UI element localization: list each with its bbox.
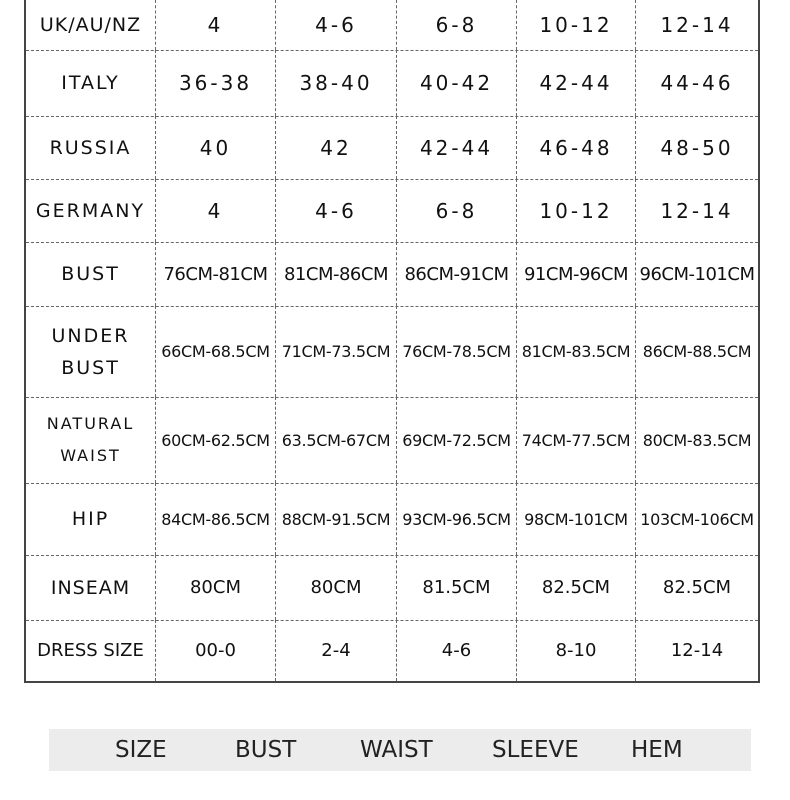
table-row bbox=[26, 397, 758, 484]
table-cell: 81CM-86CM bbox=[276, 242, 397, 306]
table-row bbox=[26, 116, 758, 180]
table-cell: 12-14 bbox=[660, 198, 734, 223]
table-cell: 82.5CM bbox=[662, 577, 732, 598]
header-hem: HEM bbox=[631, 737, 683, 763]
table-cell: 40-42 bbox=[397, 50, 517, 116]
table-cell: 66CM-68.5CM bbox=[156, 306, 276, 397]
table-cell: 8-10 bbox=[517, 620, 636, 681]
table-cell: 4 bbox=[156, 0, 276, 50]
row-label-germany: GERMANY bbox=[26, 179, 156, 242]
table-cell: 82.5CM bbox=[517, 555, 636, 620]
row-label-russia: RUSSIA bbox=[26, 116, 156, 179]
table-cell: 00-0 bbox=[156, 620, 276, 681]
row-label-bust: BUST bbox=[26, 242, 156, 306]
table-row bbox=[26, 483, 758, 556]
table-cell: 48-50 bbox=[660, 135, 734, 160]
header-waist: WAIST bbox=[360, 737, 433, 763]
table-cell: 80CM-83.5CM bbox=[642, 430, 752, 450]
table-cell: 42 bbox=[276, 116, 397, 179]
table-cell: 12-14 bbox=[660, 13, 734, 37]
table-cell: 86CM-91CM bbox=[397, 242, 517, 306]
table-cell: 4-6 bbox=[397, 620, 517, 681]
table-row bbox=[26, 620, 758, 681]
table-row bbox=[26, 179, 758, 243]
table-cell: 76CM-78.5CM bbox=[397, 306, 517, 397]
measurement-header-bar bbox=[49, 729, 751, 771]
row-label-hip: HIP bbox=[26, 483, 156, 555]
row-label-under-bust: UNDER BUST bbox=[26, 306, 156, 397]
table-row bbox=[26, 555, 758, 621]
table-cell: 4 bbox=[156, 179, 276, 242]
table-cell: 42-44 bbox=[397, 116, 517, 179]
table-cell: 84CM-86.5CM bbox=[156, 483, 276, 555]
table-cell: 38-40 bbox=[276, 50, 397, 116]
table-row bbox=[26, 306, 758, 398]
table-cell: 12-14 bbox=[670, 640, 724, 661]
header-sleeve: SLEEVE bbox=[492, 737, 579, 763]
row-label-inseam: INSEAM bbox=[26, 555, 156, 620]
table-cell: 86CM-88.5CM bbox=[642, 342, 752, 361]
table-cell: 91CM-96CM bbox=[517, 242, 636, 306]
table-cell: 71CM-73.5CM bbox=[276, 306, 397, 397]
row-label-italy: ITALY bbox=[26, 50, 156, 116]
table-cell: 93CM-96.5CM bbox=[397, 483, 517, 555]
header-size: SIZE bbox=[115, 737, 167, 763]
table-cell: 69CM-72.5CM bbox=[397, 397, 517, 483]
table-cell: 98CM-101CM bbox=[517, 483, 636, 555]
table-cell: 80CM bbox=[156, 555, 276, 620]
table-row bbox=[26, 50, 758, 117]
table-cell: 2-4 bbox=[276, 620, 397, 681]
table-cell: 44-46 bbox=[660, 71, 734, 95]
table-cell: 4-6 bbox=[276, 0, 397, 50]
header-bust: BUST bbox=[235, 737, 297, 763]
table-cell: 63.5CM-67CM bbox=[276, 397, 397, 483]
table-cell: 103CM-106CM bbox=[640, 509, 754, 529]
table-cell: 42-44 bbox=[517, 50, 636, 116]
table-cell: 4-6 bbox=[276, 179, 397, 242]
table-cell: 10-12 bbox=[517, 179, 636, 242]
table-cell: 6-8 bbox=[397, 0, 517, 50]
table-cell: 10-12 bbox=[517, 0, 636, 50]
table-cell: 6-8 bbox=[397, 179, 517, 242]
table-cell: 76CM-81CM bbox=[156, 242, 276, 306]
row-label-dress-size: DRESS SIZE bbox=[26, 620, 156, 681]
table-cell: 46-48 bbox=[517, 116, 636, 179]
table-cell: 40 bbox=[156, 116, 276, 179]
table-row bbox=[26, 242, 758, 307]
table-cell: 81.5CM bbox=[397, 555, 517, 620]
table-row bbox=[26, 0, 758, 51]
table-cell: 88CM-91.5CM bbox=[276, 483, 397, 555]
table-cell: 36-38 bbox=[156, 50, 276, 116]
row-label-natural-waist: NATURAL WAIST bbox=[26, 397, 156, 483]
size-chart-table bbox=[24, 0, 760, 683]
table-cell: 81CM-83.5CM bbox=[517, 306, 636, 397]
table-cell: 96CM-101CM bbox=[639, 263, 755, 285]
row-label-uk-au-nz: UK/AU/NZ bbox=[26, 0, 156, 50]
table-cell: 60CM-62.5CM bbox=[156, 397, 276, 483]
table-cell: 74CM-77.5CM bbox=[517, 397, 636, 483]
table-cell: 80CM bbox=[276, 555, 397, 620]
